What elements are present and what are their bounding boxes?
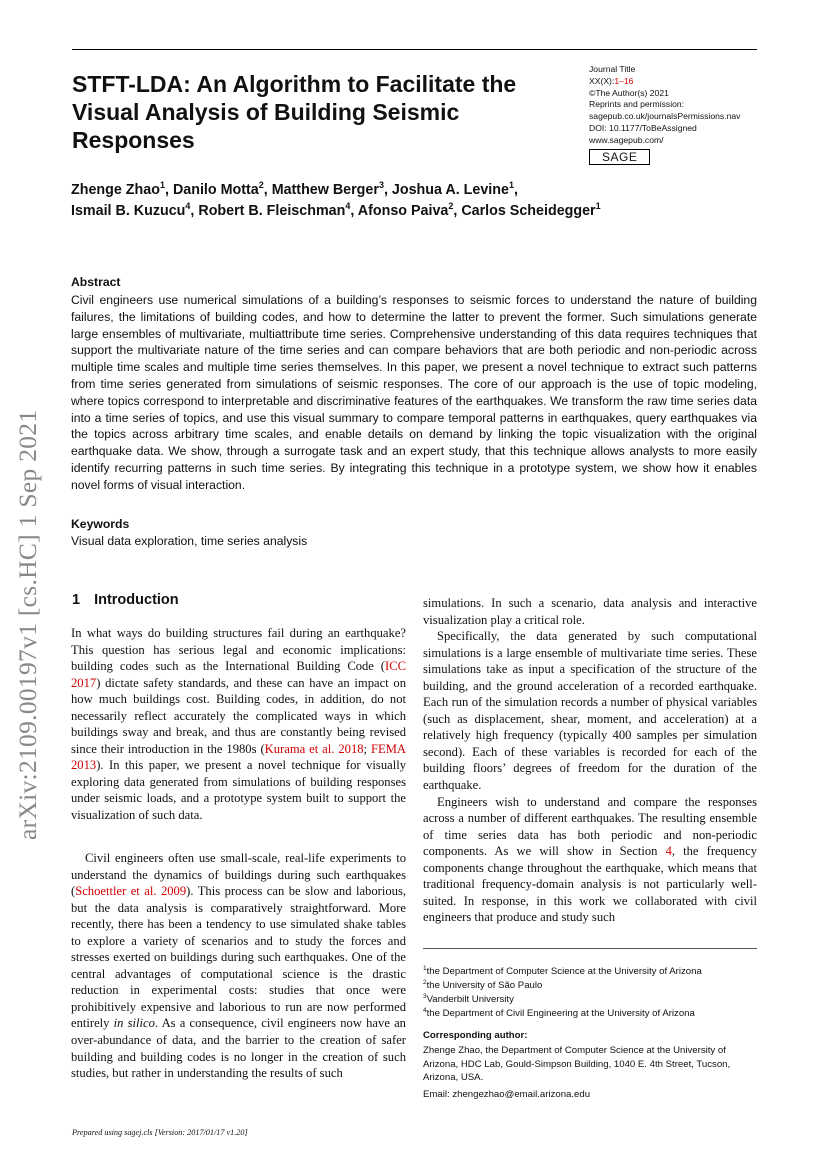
pages-link[interactable]: 1–16 bbox=[614, 75, 634, 86]
citation-link[interactable]: Kurama et al. 2018 bbox=[264, 741, 364, 756]
abstract-text: Civil engineers use numerical simulations of a building’s responses to seismic forces to understand the nature of building failures, the limitations of building codes, and how to determine the latter to prevent the former. Such simulations generate large ensembles of multivariate, multiattribute time series. Comprehensive understanding of this data requires techniques that support the multivariate nature of the time series and can compare behaviors that are both periodic and non-periodic across multiple time scales and multiple time series themselves. In this paper, we present a novel technique to extract such patterns from time series generated from simulations of seismic responses. The core of our approach is the use of topic modeling, where topics correspond to interpretable and discriminative features of the earthquakes. We transform the raw time series data into a time series of topics, and use this visual summary to compare temporal patterns in earthquakes, query earthquakes via the topics across arbitrary time scales, and enable details on demand by linking the topic visualization with the original earthquake data. We show, through a surrogate task and an expert study, that this technique allows analysts to more easily identify recurring patterns in such time series. By integrating this technique in a prototype system, we show how it enables novel forms of visual interaction. bbox=[71, 293, 757, 492]
author-name: Matthew Berger bbox=[271, 182, 379, 198]
page-footer: Prepared using sagej.cls [Version: 2017/01/17 v1.20] bbox=[72, 1128, 248, 1137]
sage-logo: SAGE bbox=[589, 149, 650, 165]
paragraph: Engineers wish to understand and compare the responses across a number of different earthquakes. The resulting ensemble of time series data has both periodic and non-periodic components. As we will show in Section 4, the frequency components change throughout the earthquake, which means that traditional frequency-domain analysis is not particularly well-suited. In response, in this work we collaborated with civil engineers that produce and study such bbox=[423, 794, 757, 925]
section-title: Introduction bbox=[94, 592, 179, 608]
paper-title: STFT-LDA: An Algorithm to Facilitate the Visual Analysis of Building Seismic Responses bbox=[72, 71, 517, 153]
affiliation-mark: 1 bbox=[159, 180, 165, 191]
affiliation-mark: 1 bbox=[508, 180, 514, 191]
citation-link[interactable]: Schoettler et al. 2009 bbox=[75, 884, 187, 899]
top-rule bbox=[72, 49, 757, 50]
footnote-rule bbox=[423, 948, 757, 949]
paragraph: Specifically, the data generated by such computational simulations is a large ensemble of multivariate time series. These simulations take as input a specification of the structure of the building, and the ground acceleration of a recorded earthquake. Each run of the simulation records a number of physical variables (such as displacement, shear, moment, and acceleration) at a relatively high frequency (typically 400 samples per simulation second). Each of these variables is recorded for each of the building floors’ degrees of freedom for the duration of the earthquake. bbox=[423, 629, 757, 793]
left-column-para-2: Civil engineers often use small-scale, real-life experiments to understand the dynamics of buildings during such earthquakes (Schoettler et al. 2009). This process can be slow and laborious, but the data analysis is comparatively straightforward. More recently, there has been a tendency to use simulated shake tables to explore a variety of scenarios and to study the forces and stresses exerted on buildings during such earthquakes. One of the central advantages of computational science is the drastic reduction in experimental costs: studies that once were prohibitively expensive and laborious to run are now performed entirely in silico. As a consequence, civil engineers now have an over-abundance of data, and the barrier to the creation of safer building and building codes is no longer in the creation of such studies, but rather in understanding the results of such bbox=[71, 851, 406, 1081]
issue-pages: XX(X):1–16 bbox=[589, 75, 634, 86]
author-line-1: Zhenge Zhao$^1$, Danilo Motta$^2$, Matthew Berger$^3$, Joshua A. Levine$^1$, bbox=[71, 180, 518, 198]
section-ref-link[interactable]: 4 bbox=[665, 844, 672, 859]
author-name: Danilo Motta bbox=[172, 182, 259, 198]
author-list bbox=[71, 180, 761, 222]
section-heading bbox=[72, 592, 179, 608]
right-column bbox=[423, 595, 757, 926]
italic-term: in silico bbox=[113, 1016, 155, 1031]
arxiv-stamp: arXiv:2109.00197v1 [cs.HC] 1 Sep 2021 bbox=[13, 409, 42, 840]
affiliation-mark: 2 bbox=[448, 201, 454, 212]
abstract-heading: Abstract bbox=[71, 275, 121, 289]
citation-link[interactable]: FEMA 2013 bbox=[71, 741, 406, 773]
author-name: Zhenge Zhao bbox=[71, 182, 160, 198]
author-name: Robert B. Fleischman bbox=[198, 203, 346, 219]
left-column-para-1: In what ways do building structures fail during an earthquake? This question has serious legal and economic implications: building codes such as the International Building Code (ICC 2017) dictate safety standards, and these can have an impact on how much buildings cost. Building codes, in addition, do not necessarily reflect accurately the complicated ways in which buildings sway and break, and thus are constantly being revised since their introduction in the 1980s (Kurama et al. 2018; FEMA 2013). In this paper, we present a novel technique for visually exploring data generated from simulations of building responses under seismic loads, and a prototype system built to support the visualization of such data. bbox=[71, 626, 406, 823]
author-name: Carlos Scheidegger bbox=[461, 203, 596, 219]
author-name: Afonso Paiva bbox=[357, 203, 449, 219]
journal-meta bbox=[589, 64, 769, 165]
footnote: $^4$the Department of Civil Engineering at the University of Arizona bbox=[423, 1007, 695, 1020]
affiliation-mark: 2 bbox=[258, 180, 264, 191]
footnote: $^2$the University of São Paulo bbox=[423, 979, 543, 992]
author-name: Joshua A. Levine bbox=[391, 182, 509, 198]
keywords-text: Visual data exploration, time series analysis bbox=[71, 534, 308, 548]
author-name: Ismail B. Kuzucu bbox=[71, 203, 186, 219]
affiliation-mark: 4 bbox=[185, 201, 191, 212]
corresponding-email[interactable]: Email: zhengezhao@email.arizona.edu bbox=[423, 1089, 591, 1100]
affiliation-mark: 1 bbox=[595, 201, 601, 212]
paragraph: simulations. In such a scenario, data analysis and interactive visualization play a critical role. bbox=[423, 596, 757, 627]
affiliation-mark: 3 bbox=[378, 180, 384, 191]
website: www.sagepub.com/ bbox=[589, 134, 664, 145]
doi: DOI: 10.1177/ToBeAssigned bbox=[589, 122, 697, 133]
affiliation-mark: 4 bbox=[345, 201, 351, 212]
corresponding-address: Zhenge Zhao, the Department of Computer Science at the University of Arizona, HDC Lab, Gould-Simpson Building, 1040 E. 4th Street, Tucson, Arizona, USA. bbox=[423, 1045, 731, 1084]
corresponding-heading: Corresponding author: bbox=[423, 1030, 528, 1041]
copyright: ©The Author(s) 2021 bbox=[589, 87, 669, 98]
footnote: $^1$the Department of Computer Science at the University of Arizona bbox=[423, 965, 702, 978]
citation-link[interactable]: ICC 2017 bbox=[71, 659, 406, 690]
journal-title: Journal Title bbox=[589, 64, 636, 74]
section-number: 1 bbox=[72, 592, 81, 608]
footnote: $^3$Vanderbilt University bbox=[423, 993, 514, 1006]
author-line-2: Ismail B. Kuzucu$^4$, Robert B. Fleischman$^4$, Afonso Paiva$^2$, Carlos Scheidegger$^1$ bbox=[71, 201, 601, 219]
permissions-url: sagepub.co.uk/journalsPermissions.nav bbox=[589, 111, 741, 122]
keywords-heading: Keywords bbox=[71, 517, 130, 531]
reprints: Reprints and permission: bbox=[589, 99, 685, 110]
